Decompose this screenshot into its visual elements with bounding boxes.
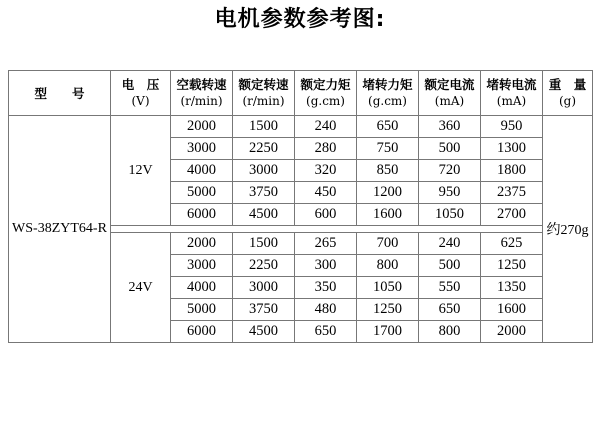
stall-torque-cell: 850 <box>357 160 419 182</box>
stall-current-cell: 1350 <box>481 277 543 299</box>
noload-speed-cell: 2000 <box>171 233 233 255</box>
header-rated-torque: 额定力矩 (g.cm) <box>295 71 357 116</box>
stall-torque-cell: 1200 <box>357 182 419 204</box>
rated-speed-cell: 3000 <box>233 160 295 182</box>
header-noload-speed: 空载转速 (r/min) <box>171 71 233 116</box>
rated-torque-cell: 600 <box>295 204 357 226</box>
stall-current-cell: 1300 <box>481 138 543 160</box>
noload-speed-cell: 6000 <box>171 204 233 226</box>
rated-speed-cell: 2250 <box>233 138 295 160</box>
header-rated-current: 额定电流 (mA) <box>419 71 481 116</box>
stall-torque-cell: 750 <box>357 138 419 160</box>
noload-speed-cell: 4000 <box>171 160 233 182</box>
group-separator <box>111 226 543 233</box>
rated-torque-cell: 265 <box>295 233 357 255</box>
header-row <box>9 71 593 116</box>
stall-current-cell: 1600 <box>481 299 543 321</box>
stall-torque-cell: 650 <box>357 116 419 138</box>
rated-torque-cell: 240 <box>295 116 357 138</box>
model-cell: WS-38ZYT64-R <box>9 116 111 343</box>
rated-torque-cell: 320 <box>295 160 357 182</box>
header-voltage: 电 压 (V) <box>111 71 171 116</box>
noload-speed-cell: 2000 <box>171 116 233 138</box>
rated-torque-cell: 450 <box>295 182 357 204</box>
stall-current-cell: 625 <box>481 233 543 255</box>
rated-speed-cell: 3000 <box>233 277 295 299</box>
voltage-cell: 12V <box>111 116 171 226</box>
rated-current-cell: 720 <box>419 160 481 182</box>
rated-torque-cell: 300 <box>295 255 357 277</box>
motor-parameter-table <box>8 70 593 343</box>
noload-speed-cell: 6000 <box>171 321 233 343</box>
rated-current-cell: 800 <box>419 321 481 343</box>
rated-current-cell: 360 <box>419 116 481 138</box>
table-row <box>9 116 593 138</box>
noload-speed-cell: 4000 <box>171 277 233 299</box>
page-title: 电机参数参考图: <box>214 7 386 32</box>
stall-current-cell: 2375 <box>481 182 543 204</box>
rated-current-cell: 240 <box>419 233 481 255</box>
rated-current-cell: 1050 <box>419 204 481 226</box>
rated-torque-cell: 650 <box>295 321 357 343</box>
stall-torque-cell: 1600 <box>357 204 419 226</box>
rated-speed-cell: 4500 <box>233 321 295 343</box>
stall-torque-cell: 700 <box>357 233 419 255</box>
rated-current-cell: 650 <box>419 299 481 321</box>
header-weight: 重 量 (g) <box>543 71 593 116</box>
rated-current-cell: 550 <box>419 277 481 299</box>
stall-current-cell: 2700 <box>481 204 543 226</box>
noload-speed-cell: 3000 <box>171 255 233 277</box>
rated-torque-cell: 350 <box>295 277 357 299</box>
stall-current-cell: 950 <box>481 116 543 138</box>
stall-current-cell: 1250 <box>481 255 543 277</box>
header-stall-torque: 堵转力矩 (g.cm) <box>357 71 419 116</box>
noload-speed-cell: 3000 <box>171 138 233 160</box>
header-rated-speed: 额定转速 (r/min) <box>233 71 295 116</box>
noload-speed-cell: 5000 <box>171 182 233 204</box>
rated-speed-cell: 1500 <box>233 233 295 255</box>
table-body <box>9 116 593 343</box>
rated-current-cell: 500 <box>419 255 481 277</box>
rated-speed-cell: 2250 <box>233 255 295 277</box>
rated-speed-cell: 3750 <box>233 182 295 204</box>
stall-torque-cell: 1700 <box>357 321 419 343</box>
stall-torque-cell: 800 <box>357 255 419 277</box>
header-stall-current: 堵转电流 (mA) <box>481 71 543 116</box>
weight-cell: 约270g <box>543 116 593 343</box>
rated-speed-cell: 4500 <box>233 204 295 226</box>
header-model: 型 号 <box>9 71 111 116</box>
stall-torque-cell: 1250 <box>357 299 419 321</box>
rated-speed-cell: 3750 <box>233 299 295 321</box>
rated-current-cell: 950 <box>419 182 481 204</box>
stall-current-cell: 1800 <box>481 160 543 182</box>
stall-torque-cell: 1050 <box>357 277 419 299</box>
rated-speed-cell: 1500 <box>233 116 295 138</box>
stall-current-cell: 2000 <box>481 321 543 343</box>
rated-current-cell: 500 <box>419 138 481 160</box>
noload-speed-cell: 5000 <box>171 299 233 321</box>
rated-torque-cell: 480 <box>295 299 357 321</box>
rated-torque-cell: 280 <box>295 138 357 160</box>
voltage-cell: 24V <box>111 233 171 343</box>
